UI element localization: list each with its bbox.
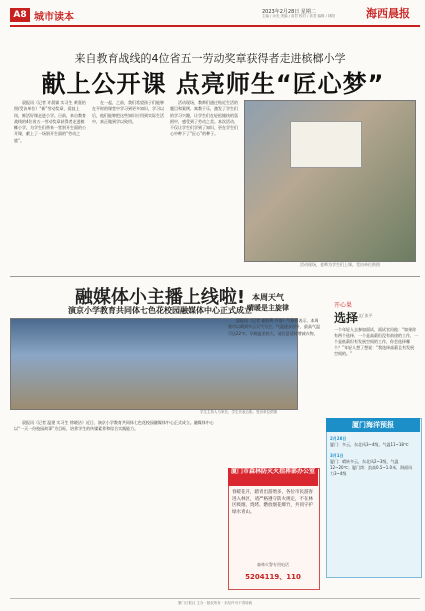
forest-notice-title: 厦门市森林防灭火指挥部办公室 (228, 468, 318, 486)
weather-kicker: 本周天气 (252, 293, 284, 302)
story2-headline: 融媒体小主播上线啦! (74, 287, 246, 308)
story1-photo (244, 100, 416, 262)
issue-date: 2023年2月28日 星期二 (262, 9, 316, 15)
forecast-text-2: 厦门：晴转多云，东北风2~3级，气温12~20℃；厦门湾：浪高0.5~1.0米，海面风力3~4级 (330, 458, 413, 477)
marine-forecast-body (330, 436, 416, 478)
hotline-label: 森林火警专用电话 (257, 562, 289, 567)
sidebar-column-label: 开心果 (334, 302, 353, 309)
page-number: A8 (10, 8, 30, 22)
masthead-logo: 海西晨报 (366, 7, 410, 20)
story1-headline: 献上公开课 点亮师生“匠心梦” (41, 70, 385, 98)
sidebar-body: 一个年轻人去参加面试，面试官问他：“如果你有两个选择，一个是高薪但没有前途的工作，一个是低薪但有发展空间的工作，你会选择哪个？”年轻人想了想说：“我选择高薪且有发展空间的。” (334, 327, 418, 356)
sidebar-byline: 文/ 张平 (358, 313, 373, 318)
story1-body-col3: 活动现场，教师们通过贴近生活的题目和案例，寓教于乐，激发了学生们的学习兴趣，让学生们在轻松愉快的氛围中，感受到了劳动之美。本次活动，不仅让学生们学到了知识，更在学生们心中种下了“匠心”的种子。 (170, 100, 238, 137)
hotline-number: 5204119、110 (245, 573, 301, 581)
page-header (0, 0, 425, 26)
story2-subheadline: 演京小学教育共同体七色花校园融媒体中心正式成立 (68, 306, 252, 315)
section-title: 城市读本 (34, 12, 74, 23)
header-rule (10, 25, 420, 27)
forecast-date-1: 2月28日 (330, 436, 347, 441)
weather-body: 晨报讯（记者 霍胜利 许洛）气象局表示，本周我市以晴到多云天气为主，气温逐步回升，最高气温可达22℃，早晚温差较大，请注意适时增减衣物。 (228, 318, 320, 336)
story1-photo-caption: 活动现场，老师为学生们上课。受访单位供图 (300, 262, 380, 267)
story2-photo-caption: 学生主持人与家长、学生代表合影。受访单位供图 (200, 410, 277, 414)
forecast-date-2: 3月1日 (330, 452, 344, 458)
story2-body: 晨报讯（记者 温建 实习生 徐晓洁）近日，演京小学教育共同体七色花校园融媒体中心正式成立。融媒体中心以“一天一份校园故事”为目标，培养学生的传媒素养和综合实践能力。 (14, 420, 214, 432)
forest-notice-body: 春暖花开，踏青出游增多，各位市民游客进入林区，请严格遵守防火规定，不在林区吸烟、烧烤、燃放烟花爆竹，共同守护绿水青山。 (232, 490, 313, 515)
story1-body-col2: 在一起，之前，我们希望孩子们能够在平时的课堂中学习到更多知识，学习以后，他们能够把这些知识应用到实际生活中，真正做到学以致用。 (92, 100, 164, 124)
sidebar-title: 选择 (334, 311, 359, 325)
weather-headline: 晴暖是主旋律 (247, 304, 289, 312)
forecast-text-1: 厦门：多云，东北风3~4级，气温11~18℃ (330, 442, 409, 448)
editor-line: 主编 / 余光 美编 / 高君 校对 / 高君 编辑 / 林阳 (262, 14, 335, 18)
marine-forecast-title: 厦门海洋预报 (326, 418, 420, 432)
classroom-board (290, 121, 362, 168)
story1-body-col1: 晨报讯（记者 许晨霖 实习生 黄嘉怡 图/受访单位）“新”劳动奖章，爱技上岗，鲜活好课走进小学。日前，来自教育战线的4位省五一劳动奖章获得者走进槟榔小学，为学生们带来一堂别开生面的公开课，献上了一场别开生面的“劳动之旅”。 (14, 100, 86, 143)
section-divider (10, 276, 420, 277)
story1-kicker: 来自教育战线的4位省五一劳动奖章获得者走进槟榔小学 (74, 52, 346, 65)
page-footer: 厦门日报社 主办 · 版权所有 · 未经许可不得转载 (10, 598, 420, 606)
